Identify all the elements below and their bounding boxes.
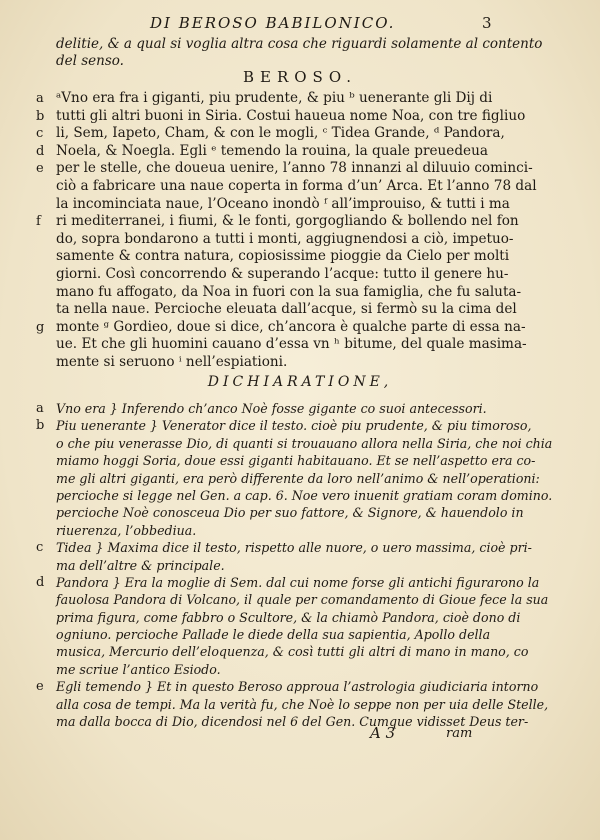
line-text: ta nella naue. Percioche eleuata dall’acque, si fermò su la cima del xyxy=(56,301,517,318)
text-line xyxy=(56,336,556,354)
catchword: ram xyxy=(446,726,473,741)
line-text: mente si seruono ⁱ nell’espiationi. xyxy=(56,353,288,370)
margin-note: e xyxy=(36,679,44,695)
note-text: alla cosa de tempi. Ma la verità fu, che Noè lo seppe non per uia delle Stelle, xyxy=(56,696,549,712)
note-text: ogniuno. percioche Pallade le diede della sua sapientia, Apollo della xyxy=(56,627,491,643)
note-text: Tidea } Maxima dice il testo, rispetto alle nuore, o uero massima, cioè pri- xyxy=(56,540,532,556)
text-line xyxy=(36,125,556,143)
text-line xyxy=(36,142,556,161)
margin-note: d xyxy=(36,574,45,590)
text-line xyxy=(36,90,556,108)
continuation-line: delitie, & a qual si voglia altra cosa che riguardi solamente al contento xyxy=(56,36,543,52)
text-line xyxy=(36,213,556,231)
note-text: musica, Mercurio dell’eloquenza, & così tutti gli altri di mano in mano, co xyxy=(56,644,529,660)
note-text: ma dalla bocca di Dio, dicendosi nel 6 del Gen. Cumque vidisset Deus ter- xyxy=(56,714,529,730)
note-line xyxy=(56,626,566,643)
margin-note: g xyxy=(36,319,45,335)
note-line xyxy=(36,678,566,695)
note-text: me scriue l’antico Esiodo. xyxy=(56,661,221,677)
line-text: ue. Et che gli huomini cauano d’essa vn ʰ bitume, del quale masima- xyxy=(56,336,527,353)
line-text: mano fu affogato, da Noa in fuori con la sua famiglia, che fu saluta- xyxy=(56,283,522,300)
dichiaratione-title: DICHIARATIONE, xyxy=(207,374,393,390)
text-line xyxy=(56,248,556,266)
page-header xyxy=(0,14,600,36)
margin-note: b xyxy=(36,108,45,124)
line-text: la incominciata naue, l’Oceano inondò ᶠ all’improuiso, & tutti i ma xyxy=(56,195,510,212)
section-title: BEROSO. xyxy=(242,68,358,86)
note-line xyxy=(56,643,566,660)
note-line xyxy=(56,609,566,626)
note-text: riuerenza, l’obbediua. xyxy=(56,522,197,538)
margin-note: c xyxy=(36,126,44,142)
note-line xyxy=(36,400,566,417)
text-line xyxy=(56,284,556,302)
text-line xyxy=(56,231,556,249)
text-line xyxy=(56,354,556,372)
line-text: ciò a fabricare una naue coperta in forma d’un’ Arca. Et l’anno 78 dal xyxy=(56,177,537,194)
text-line xyxy=(36,107,556,126)
margin-note: c xyxy=(36,540,44,556)
note-text: Egli temendo } Et in questo Beroso approua l’astrologia giudiciaria intorno xyxy=(56,679,539,695)
text-line xyxy=(56,178,556,196)
page-number: 3 xyxy=(482,14,492,32)
note-line xyxy=(56,504,566,521)
line-text: do, sopra bondarono a tutti i monti, aggiugnendosi a ciò, impetuo- xyxy=(56,230,514,247)
line-text: Noela, & Noegla. Egli ᵉ temendo la rouina, la quale preuedeua xyxy=(56,142,488,159)
note-line xyxy=(56,591,566,608)
note-text: percioche si legge nel Gen. a cap. 6. Noe vero inuenit gratiam coram domino. xyxy=(56,487,553,503)
note-text: Pandora } Era la moglie di Sem. dal cui nome forse gli antichi figurarono la xyxy=(56,574,540,590)
note-line xyxy=(56,696,566,713)
note-line xyxy=(56,470,566,487)
note-text: me gli altri giganti, era però differente da loro nell’animo & nell’operationi: xyxy=(56,470,540,486)
line-text: per le stelle, che doueua uenire, l’anno 78 innanzi al diluuio cominci- xyxy=(56,160,533,177)
note-line xyxy=(56,452,566,469)
running-head: DI BEROSO BABILONICO. xyxy=(150,14,396,32)
margin-note: f xyxy=(36,214,41,230)
text-line xyxy=(56,266,556,284)
line-text: monte ᵍ Gordieo, doue si dice, ch’ancora è qualche parte di essa na- xyxy=(56,318,526,335)
note-text: Vno era } Inferendo ch’anco Noè fosse gigante co suoi antecessori. xyxy=(56,401,487,416)
note-line xyxy=(56,435,566,452)
text-line xyxy=(56,196,556,214)
note-text: o che piu venerasse Dio, di quanti si trouauano allora nella Siria, che noi chia xyxy=(56,435,553,451)
note-text: miamo hoggi Soria, doue essi giganti habitauano. Et se nell’aspetto era co- xyxy=(56,453,536,469)
margin-note: b xyxy=(36,418,45,434)
note-line xyxy=(56,522,566,539)
note-line xyxy=(56,557,566,574)
note-line xyxy=(56,487,566,504)
note-text: Piu uenerante } Venerator dice il testo. cioè piu prudente, & piu timoroso, xyxy=(56,418,532,434)
line-text: ri mediterranei, i fiumi, & le fonti, gorgogliando & bollendo nel fon xyxy=(56,213,519,230)
text-line xyxy=(36,318,556,337)
line-text: samente & contra natura, copiosissime pioggie da Cielo per molti xyxy=(56,248,510,265)
note-text: percioche Noè conosceua Dio per suo fattore, & Signore, & hauendolo in xyxy=(56,505,524,521)
main-text xyxy=(36,90,556,372)
margin-note: e xyxy=(36,161,44,177)
line-text: giorni. Così concorrendo & superando l’acque: tutto il genere hu- xyxy=(56,265,509,282)
text-line xyxy=(36,160,556,178)
note-line xyxy=(36,539,566,556)
margin-note: a xyxy=(36,91,44,106)
note-text: fauolosa Pandora di Volcano, il quale per comandamento di Gioue fece la sua xyxy=(56,592,549,608)
note-text: prima figura, come fabbro o Scultore, & la chiamò Pandora, cioè dono di xyxy=(56,609,521,625)
signature-mark: A 3 xyxy=(370,724,396,742)
page-footer xyxy=(0,724,600,744)
continuation-line: del senso. xyxy=(56,53,124,69)
note-line xyxy=(36,417,566,434)
text-line xyxy=(56,301,556,319)
margin-note: d xyxy=(36,143,45,159)
note-text: ma dell’altre & principale. xyxy=(56,557,225,573)
margin-note: a xyxy=(36,401,44,416)
line-text: li, Sem, Iapeto, Cham, & con le mogli, ᶜ Tidea Grande, ᵈ Pandora, xyxy=(56,125,505,142)
note-line xyxy=(56,661,566,678)
line-text: tutti gli altri buoni in Siria. Costui haueua nome Noa, con tre figliuo xyxy=(56,107,526,124)
continuation-text xyxy=(56,36,556,70)
line-text: ᵃVno era fra i giganti, piu prudente, & piu ᵇ uenerante gli Dij di xyxy=(56,90,493,106)
commentary-notes xyxy=(36,400,566,730)
note-line xyxy=(36,574,566,591)
